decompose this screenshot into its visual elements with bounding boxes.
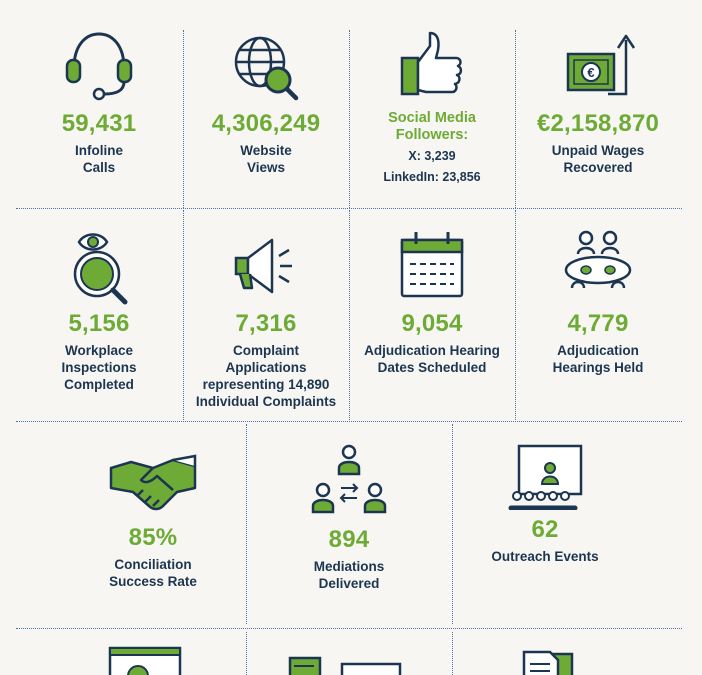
stat-unpaid-wages xyxy=(515,28,681,176)
megaphone-icon xyxy=(226,226,306,308)
stat-infoline-calls xyxy=(16,28,182,176)
presentation-icon xyxy=(505,444,585,510)
social-media-title: Social Media Followers: xyxy=(388,110,476,143)
complaint-applications-label: Complaint Applications representing 14,890 Individual Complaints xyxy=(195,343,337,409)
divider-r4-1 xyxy=(246,632,247,675)
divider-h2 xyxy=(16,421,682,422)
mediations-label: Mediations Delivered xyxy=(313,559,385,591)
divider-h3 xyxy=(16,628,682,629)
stat-workplace-inspections xyxy=(16,226,182,393)
meeting-table-icon xyxy=(558,226,638,308)
globe-search-icon xyxy=(226,28,306,104)
social-linkedin-followers: LinkedIn: 23,856 xyxy=(383,170,481,184)
conciliation-value: 85% xyxy=(128,524,178,551)
complaint-applications-value: 7,316 xyxy=(235,310,297,337)
document-stack-icon xyxy=(520,650,576,675)
calendar-icon xyxy=(392,226,472,308)
stat-website-views xyxy=(183,28,349,176)
mediations-value: 894 xyxy=(328,526,370,553)
website-views-value: 4,306,249 xyxy=(211,110,321,137)
euro-banknote-icon xyxy=(558,28,638,104)
stat-mediations xyxy=(246,444,452,592)
browser-window-icon xyxy=(108,646,182,675)
svg-text:€: € xyxy=(587,65,595,80)
handshake-icon xyxy=(107,448,199,518)
hearing-dates-label: Adjudication Hearing Dates Scheduled xyxy=(364,343,500,375)
divider-h1 xyxy=(16,208,682,209)
stat-conciliation xyxy=(60,448,246,590)
conciliation-label: Conciliation Success Rate xyxy=(109,557,197,589)
infoline-calls-label: Infoline Calls xyxy=(75,143,123,175)
stat-hearing-dates xyxy=(349,226,515,376)
workplace-inspections-value: 5,156 xyxy=(68,310,130,337)
unpaid-wages-value: €2,158,870 xyxy=(536,110,660,137)
headset-icon xyxy=(59,28,139,104)
eye-magnifier-icon xyxy=(59,226,139,308)
stat-complaint-applications xyxy=(183,226,349,410)
hearings-held-label: Adjudication Hearings Held xyxy=(552,343,644,375)
workplace-inspections-label: Workplace Inspections Completed xyxy=(61,343,137,392)
outreach-value: 62 xyxy=(531,516,559,543)
thumbs-up-icon xyxy=(392,28,472,104)
divider-r4-2 xyxy=(452,632,453,675)
infoline-calls-value: 59,431 xyxy=(61,110,137,137)
stat-outreach xyxy=(452,444,638,565)
hearings-held-value: 4,779 xyxy=(567,310,629,337)
outreach-label: Outreach Events xyxy=(491,549,599,564)
stat-social-media xyxy=(349,28,515,186)
people-exchange-icon xyxy=(309,444,389,520)
documents-icon xyxy=(288,656,404,675)
website-views-label: Website Views xyxy=(240,143,292,175)
unpaid-wages-label: Unpaid Wages Recovered xyxy=(551,143,645,175)
social-x-followers: X: 3,239 xyxy=(408,149,456,163)
hearing-dates-value: 9,054 xyxy=(401,310,463,337)
stat-hearings-held xyxy=(515,226,681,376)
